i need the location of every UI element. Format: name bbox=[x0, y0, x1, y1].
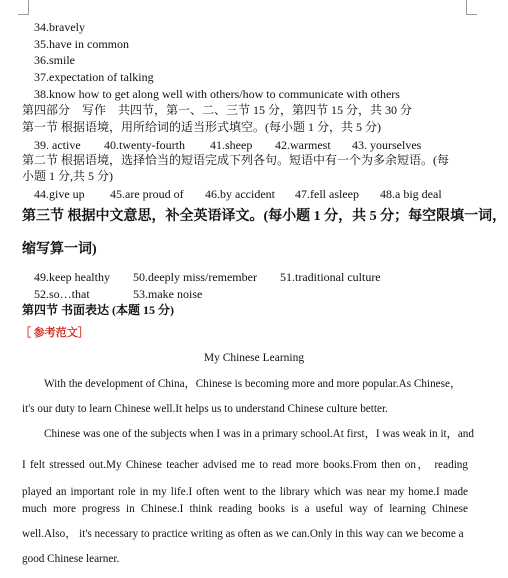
section3-title-line1: 第三节 根据中文意思，补全英语译文。(每小题 1 分，共 5 分；每空限填一词， bbox=[22, 209, 507, 224]
answer-39: 39. active bbox=[34, 138, 81, 152]
essay-p2-line1: Chinese was one of the subjects when I was in a primary school.At first，I was weak in it，and bbox=[44, 428, 474, 440]
answer-49: 49.keep healthy bbox=[34, 270, 110, 284]
essay-p2-line3: played an important role in my life.I often went to the library which was near my home.I made bbox=[22, 486, 468, 498]
answer-34: 34.bravely bbox=[34, 20, 85, 34]
answer-41: 41.sheep bbox=[210, 138, 253, 152]
section4-title: 第四节 书面表达 (本题 15 分) bbox=[22, 303, 174, 317]
answer-50: 50.deeply miss/remember bbox=[133, 270, 257, 284]
answer-37: 37.expectation of talking bbox=[34, 70, 154, 84]
answer-47: 47.fell asleep bbox=[295, 187, 359, 201]
answer-42: 42.warmest bbox=[275, 138, 331, 152]
section1-title: 第一节 根据语境，用所给词的适当形式填空。(每小题 1 分，共 5 分) bbox=[22, 120, 381, 134]
answer-45: 45.are proud of bbox=[110, 187, 184, 201]
essay-title: My Chinese Learning bbox=[203, 352, 305, 364]
answer-53: 53.make noise bbox=[133, 287, 203, 301]
essay-p2-line6: good Chinese learner. bbox=[22, 553, 120, 565]
answer-51: 51.traditional culture bbox=[280, 270, 381, 284]
essay-p2-line4: much more progress in Chinese.I think reading books is a useful way of learning Chinese bbox=[22, 503, 468, 515]
section2-title-line2: 小题 1 分,共 5 分) bbox=[22, 169, 113, 183]
section2-title-line1: 第二节 根据语境，选择恰当的短语完成下列各句。短语中有一个为多余短语。(每 bbox=[22, 153, 449, 167]
essay-p1-line2: it's our duty to learn Chinese well.It helps us to understand Chinese culture better. bbox=[22, 403, 388, 415]
essay-p1-line1: With the development of China，Chinese is becoming more and more popular.As Chinese， bbox=[44, 378, 462, 390]
answer-36: 36.smile bbox=[34, 53, 75, 67]
answer-38: 38.know how to get along well with others/how to communicate with others bbox=[34, 87, 400, 101]
answer-46: 46.by accident bbox=[205, 187, 275, 201]
part4-header: 第四部分 写作 共四节，第一、二、三节 15 分，第四节 15 分，共 30 分 bbox=[22, 103, 413, 117]
essay-p2-line5: well.Also， it's necessary to practice writing as often as we can.Only in this way can we become a bbox=[22, 528, 464, 540]
answer-44: 44.give up bbox=[34, 187, 85, 201]
answer-43: 43. yourselves bbox=[352, 138, 422, 152]
sample-essay-label: ［ 参考范文］ bbox=[20, 327, 89, 339]
section3-title-line2: 缩写算一词) bbox=[22, 242, 97, 257]
answer-40: 40.twenty-fourth bbox=[104, 138, 185, 152]
answer-35: 35.have in common bbox=[34, 37, 129, 51]
page-corner-mark-right bbox=[466, 0, 477, 15]
answer-52: 52.so…that bbox=[34, 287, 90, 301]
essay-p2-line2: I felt stressed out.My Chinese teacher advised me to read more books.From then on， reading bbox=[22, 459, 468, 471]
page-corner-mark-left bbox=[18, 0, 29, 15]
answer-48: 48.a big deal bbox=[380, 187, 442, 201]
